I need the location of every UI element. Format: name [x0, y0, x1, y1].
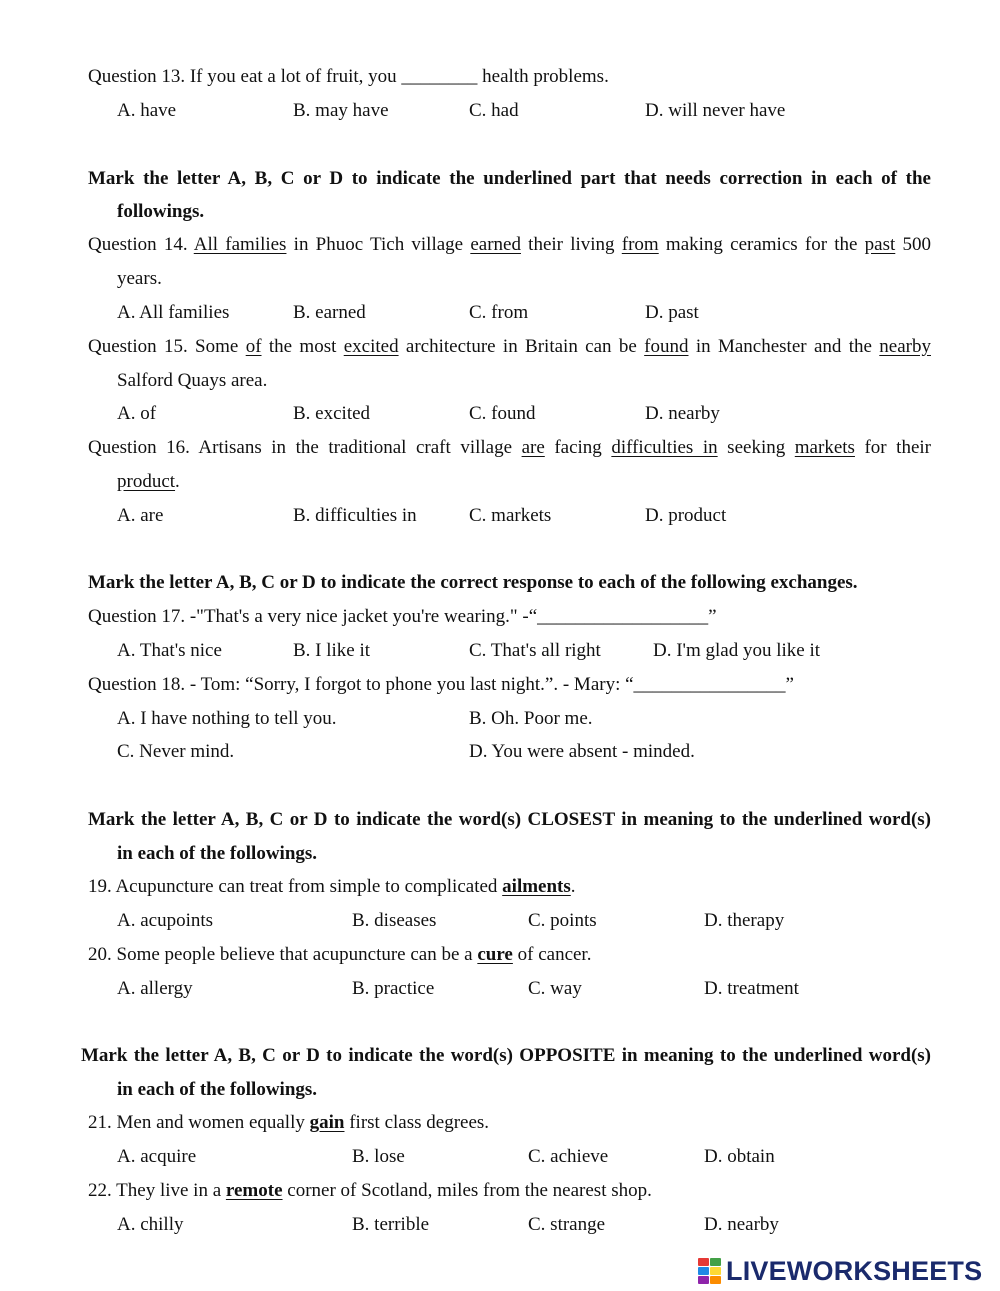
q21-underlined-word: gain [309, 1112, 345, 1133]
q14-underline-b: earned [470, 234, 521, 255]
logo-block [698, 1276, 709, 1284]
question-16-stem [88, 437, 931, 459]
logo-block [698, 1267, 709, 1275]
q14-option-c: C. from [469, 302, 529, 323]
q20-text: of cancer. [512, 944, 592, 965]
q20-option-d: D. treatment [704, 978, 799, 999]
q16-option-c: C. markets [469, 505, 552, 526]
q22-text: corner of Scotland, miles from the nearest shop. [282, 1180, 652, 1201]
q14-underline-d: past [864, 234, 896, 255]
q21-text: first class degrees. [344, 1112, 490, 1133]
q15-text: in Manchester and the [688, 336, 880, 357]
q19-text: . [570, 876, 576, 897]
q21-text: 21. Men and women equally [88, 1112, 310, 1133]
q15-underline-d: nearby [879, 336, 931, 357]
q16-continuation [117, 471, 180, 493]
question-15-stem [88, 336, 931, 358]
question-14-stem [88, 234, 931, 256]
q21-option-c: C. achieve [528, 1146, 609, 1167]
q13-option-a: A. have [117, 100, 177, 121]
q14-text: 500 [895, 234, 931, 255]
q16-text: . [175, 471, 180, 492]
q21-option-b: B. lose [352, 1146, 405, 1167]
q22-option-b: B. terrible [352, 1214, 430, 1235]
q14-text: in Phuoc Tich village [286, 234, 471, 255]
q15-text: architecture in Britain can be [398, 336, 645, 357]
q16-underline-a: are [521, 437, 545, 458]
section-error-heading-line2: followings. [117, 201, 205, 222]
q20-option-b: B. practice [352, 978, 435, 999]
question-20-stem [88, 944, 591, 966]
q13-option-d: D. will never have [645, 100, 786, 121]
q14-option-d: D. past [645, 302, 699, 323]
q21-option-a: A. acquire [117, 1146, 197, 1167]
logo-block [710, 1258, 721, 1266]
q18-option-b: B. Oh. Poor me. [469, 708, 593, 729]
question-22-stem [88, 1180, 652, 1202]
q16-underline-c: markets [794, 437, 855, 458]
q18-option-d: D. You were absent - minded. [469, 741, 695, 762]
q14-option-b: B. earned [293, 302, 366, 323]
question-19-stem [88, 876, 576, 898]
q16-option-b: B. difficulties in [293, 505, 417, 526]
q16-option-a: A. are [117, 505, 164, 526]
q15-underline-c: found [644, 336, 689, 357]
question-21-stem [88, 1112, 489, 1134]
q17-option-b: B. I like it [293, 640, 371, 661]
q14-text: Question 14. [88, 234, 194, 255]
q22-underlined-word: remote [225, 1180, 283, 1201]
q16-text: facing [544, 437, 612, 458]
q19-option-b: B. diseases [352, 910, 437, 931]
q19-option-d: D. therapy [704, 910, 785, 931]
q18-option-c: C. Never mind. [117, 741, 235, 762]
q19-option-a: A. acupoints [117, 910, 214, 931]
section-error-heading-line1: Mark the letter A, B, C or D to indicate the underlined part that needs correction in each of the [88, 168, 931, 189]
logo-block [710, 1267, 721, 1275]
q14-text: their living [520, 234, 622, 255]
q17-option-a: A. That's nice [117, 640, 222, 661]
q13-option-b: B. may have [293, 100, 389, 121]
q15-continuation: Salford Quays area. [117, 370, 268, 391]
q14-text: making ceramics for the [658, 234, 865, 255]
q16-option-d: D. product [645, 505, 727, 526]
q16-text: Question 16. Artisans in the traditional craft village [88, 437, 522, 458]
liveworksheets-logo[interactable] [698, 1256, 982, 1286]
q14-underline-c: from [621, 234, 659, 255]
q16-text: for their [854, 437, 931, 458]
section-response-heading: Mark the letter A, B, C or D to indicate the correct response to each of the following exchanges. [88, 572, 858, 593]
q19-text: 19. Acupuncture can treat from simple to complicated [88, 876, 503, 897]
q20-option-c: C. way [528, 978, 582, 999]
q15-underline-a: of [245, 336, 262, 357]
q20-option-a: A. allergy [117, 978, 193, 999]
q15-option-d: D. nearby [645, 403, 720, 424]
q22-option-a: A. chilly [117, 1214, 184, 1235]
question-17-stem: Question 17. -"That's a very nice jacket you're wearing." -“__________________” [88, 606, 717, 627]
q15-underline-b: excited [343, 336, 399, 357]
section-opposite-heading-line2: in each of the followings. [117, 1079, 318, 1100]
logo-block [698, 1258, 709, 1266]
section-closest-heading-line2: in each of the followings. [117, 843, 318, 864]
logo-text: LIVEWORKSHEETS [726, 1255, 983, 1286]
q19-underlined-word: ailments [502, 876, 571, 897]
q15-option-a: A. of [117, 403, 157, 424]
q15-option-c: C. found [469, 403, 536, 424]
q15-text: Question 15. Some [88, 336, 246, 357]
q18-option-a: A. I have nothing to tell you. [117, 708, 337, 729]
question-13-stem: Question 13. If you eat a lot of fruit, you ________ health problems. [88, 66, 609, 87]
q17-option-d: D. I'm glad you like it [653, 640, 821, 661]
q17-option-c: C. That's all right [469, 640, 601, 661]
logo-block [710, 1276, 721, 1284]
q20-underlined-word: cure [477, 944, 513, 965]
question-18-stem: Question 18. - Tom: “Sorry, I forgot to phone you last night.”. - Mary: “________________” [88, 674, 794, 695]
logo-blocks-icon [698, 1258, 721, 1284]
section-closest-heading-line1: Mark the letter A, B, C or D to indicate the word(s) CLOSEST in meaning to the underlined word(s) [88, 809, 931, 830]
q22-text: 22. They live in a [88, 1180, 226, 1201]
q15-option-b: B. excited [293, 403, 371, 424]
q14-option-a: A. All families [117, 302, 230, 323]
q20-text: 20. Some people believe that acupuncture can be a [88, 944, 478, 965]
q16-underline-b: difficulties in [611, 437, 718, 458]
q13-option-c: C. had [469, 100, 519, 121]
q22-option-d: D. nearby [704, 1214, 779, 1235]
q21-option-d: D. obtain [704, 1146, 775, 1167]
q19-option-c: C. points [528, 910, 597, 931]
q16-text: seeking [717, 437, 795, 458]
section-opposite-heading-line1: Mark the letter A, B, C or D to indicate the word(s) OPPOSITE in meaning to the underlined word(s) [81, 1045, 931, 1066]
q14-continuation: years. [117, 268, 162, 289]
q16-underline-d: product [117, 471, 176, 492]
q22-option-c: C. strange [528, 1214, 606, 1235]
q15-text: the most [261, 336, 344, 357]
q14-underline-a: All families [193, 234, 287, 255]
